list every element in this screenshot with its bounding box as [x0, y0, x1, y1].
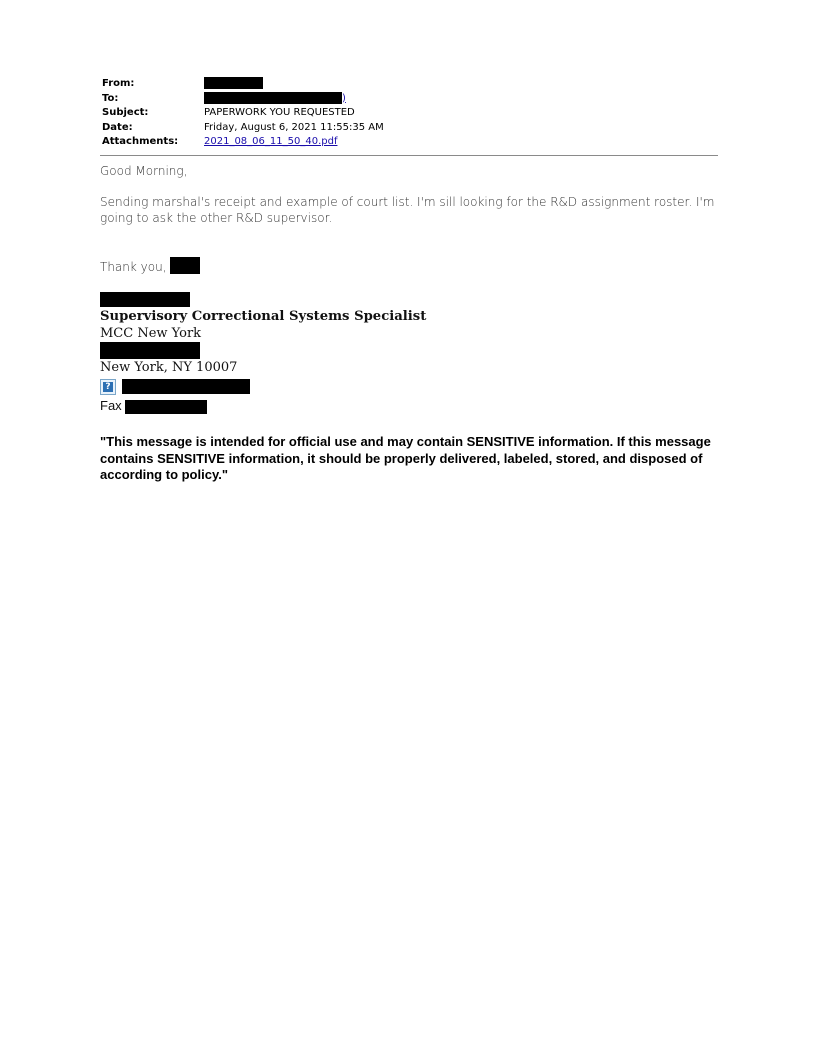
sig-title: Supervisory Correctional Systems Specialist: [100, 309, 427, 324]
sig-org: MCC New York: [100, 326, 202, 341]
greeting: Good Morning,: [100, 164, 188, 178]
body-paragraph: Sending marshal's receipt and example of court list. I'm sill looking for the R&D assignment roster. I'm going to ask the other R&D supervisor.: [100, 194, 715, 225]
redaction-address: [100, 342, 200, 359]
redaction-sender-name: [170, 257, 200, 274]
to-row: [102, 92, 384, 107]
sig-address-line: [100, 342, 720, 359]
date-value: Friday, August 6, 2021 11:55:35 AM: [204, 121, 384, 133]
date-row: [102, 121, 384, 136]
redaction-to: [204, 92, 342, 104]
fax-label: Fax: [100, 398, 122, 413]
redaction-phone: [122, 379, 250, 394]
to-label: To:: [102, 92, 119, 104]
attachment-link[interactable]: 2021_08_06_11_50_40.pdf: [204, 136, 338, 147]
sig-phone-line: [100, 376, 720, 397]
sig-fax-line: [100, 397, 720, 414]
subject-value: PAPERWORK YOU REQUESTED: [204, 107, 355, 118]
redaction-fax: [125, 400, 207, 414]
to-link-suffix[interactable]: ): [342, 92, 346, 104]
attachments-label: Attachments:: [102, 136, 179, 147]
closing-text: Thank you,: [100, 259, 167, 274]
redaction-signature-name: [100, 292, 190, 307]
email-header: [102, 77, 384, 150]
disclaimer: "This message is intended for official use and may contain SENSITIVE information. If this message contains SENSITIVE information, it should be properly delivered, labeled, stored, and disposed of according to policy.": [100, 434, 711, 482]
signature-block: [100, 291, 720, 414]
redaction-from: [204, 77, 263, 89]
message-body: [100, 163, 720, 275]
subject-row: [102, 106, 384, 121]
sig-city: New York, NY 10007: [100, 360, 238, 375]
from-row: [102, 77, 384, 92]
attachments-row: [102, 135, 384, 150]
help-icon: ?: [100, 379, 116, 395]
from-label: From:: [102, 78, 135, 89]
header-divider: [100, 155, 718, 156]
closing-line: [100, 257, 720, 276]
sig-name-line: [100, 291, 720, 308]
date-label: Date:: [102, 121, 133, 133]
subject-label: Subject:: [102, 107, 149, 118]
